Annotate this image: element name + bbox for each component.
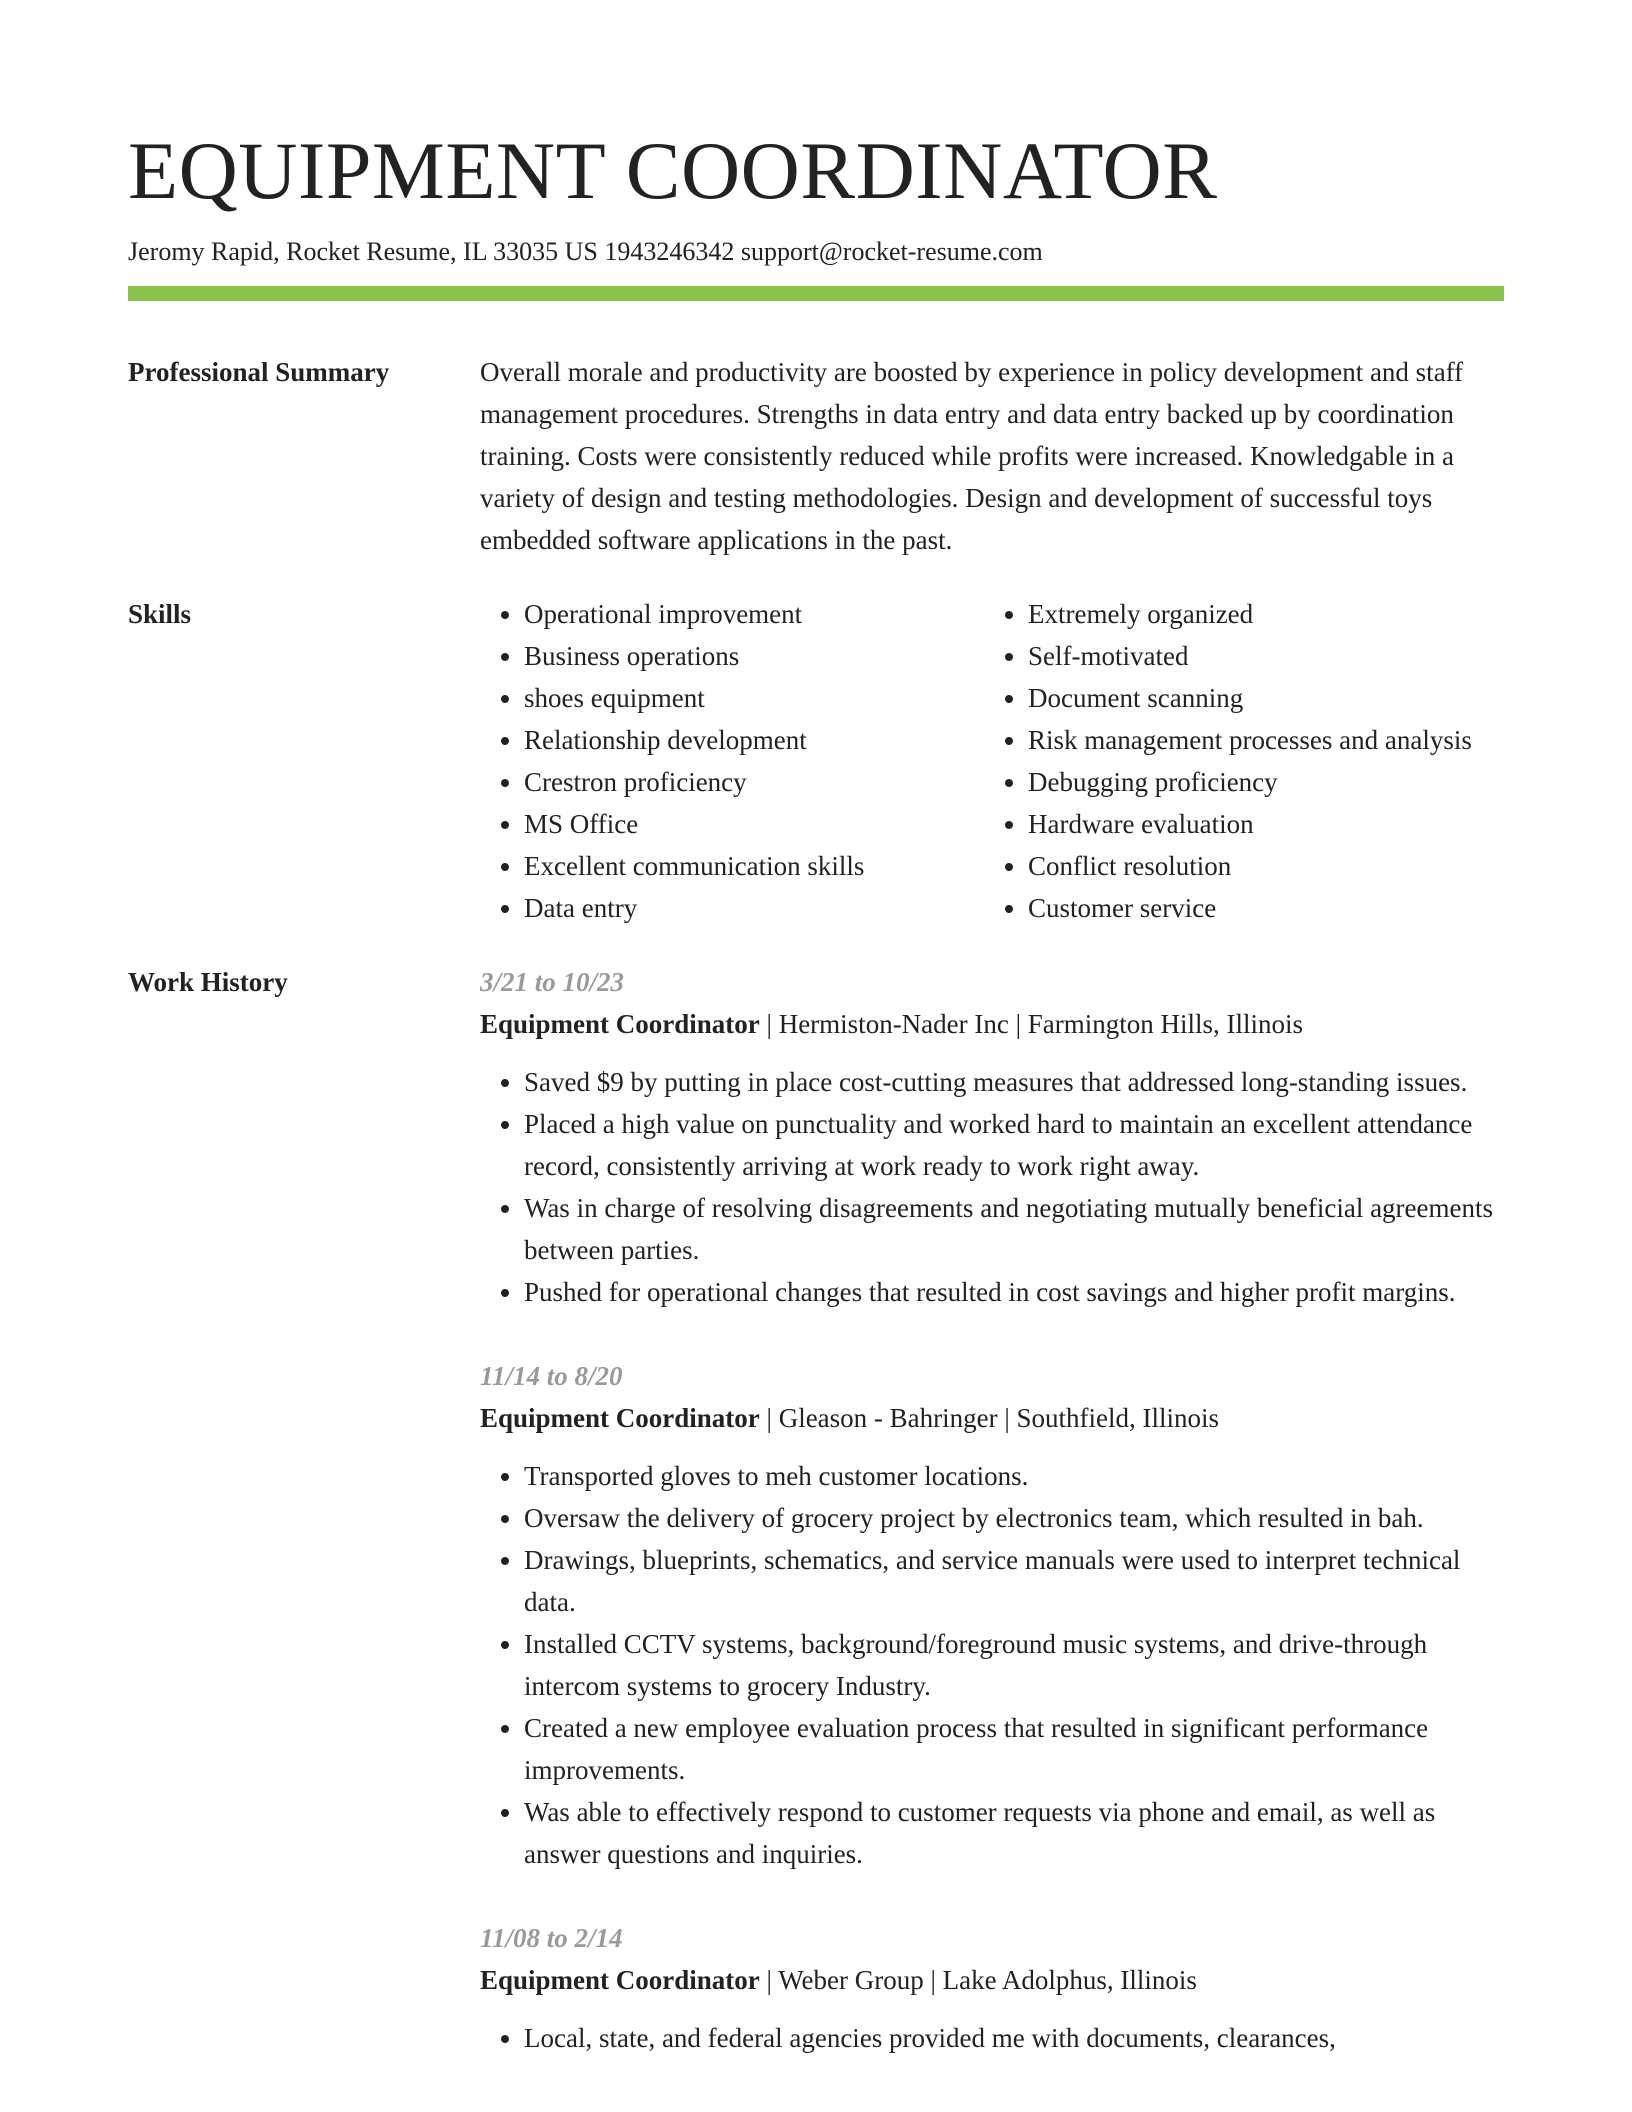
job-entry — [480, 961, 1504, 1313]
skill-item: • Excellent communication skills — [524, 845, 984, 887]
job-dates: 11/14 to 8/20 — [480, 1361, 623, 1391]
job-details: | Hermiston-Nader Inc | Farmington Hills, Illinois — [759, 1009, 1304, 1039]
job-title: Equipment Coordinator — [480, 1403, 760, 1433]
skills-list-right — [984, 593, 1504, 929]
skill-item: • Business operations — [524, 635, 984, 677]
skill-item: • Hardware evaluation — [1028, 803, 1504, 845]
work-history-section — [128, 961, 1504, 2101]
job-bullet: • Was in charge of resolving disagreements and negotiating mutually beneficial agreements between parties. — [524, 1187, 1504, 1271]
job-bullet: • Was able to effectively respond to customer requests via phone and email, as well as answer questions and inquiries. — [524, 1791, 1504, 1875]
section-title-work-history: Work History — [128, 967, 288, 997]
professional-summary-section — [128, 351, 1504, 561]
job-bullet: • Created a new employee evaluation process that resulted in significant performance improvements. — [524, 1707, 1504, 1791]
skills-section — [128, 593, 1504, 929]
job-bullet: • Transported gloves to meh customer locations. — [524, 1455, 1504, 1497]
skills-list-left — [480, 593, 984, 929]
job-bullet: • Saved $9 by putting in place cost-cutting measures that addressed long-standing issues. — [524, 1061, 1504, 1103]
job-heading — [480, 1003, 1504, 1045]
job-dates: 3/21 to 10/23 — [480, 967, 625, 997]
job-heading — [480, 1397, 1504, 1439]
job-bullet: • Pushed for operational changes that resulted in cost savings and higher profit margins. — [524, 1271, 1504, 1313]
job-bullet-list — [480, 1455, 1504, 1875]
job-details: | Gleason - Bahringer | Southfield, Illinois — [759, 1403, 1220, 1433]
skill-item: • Risk management processes and analysis — [1028, 719, 1504, 761]
skill-item: • Document scanning — [1028, 677, 1504, 719]
job-bullet-list — [480, 1061, 1504, 1313]
skill-item: • Operational improvement — [524, 593, 984, 635]
job-bullet: • Placed a high value on punctuality and worked hard to maintain an excellent attendance record, consistently arriving at work ready to work right away. — [524, 1103, 1504, 1187]
skill-item: • Debugging proficiency — [1028, 761, 1504, 803]
skill-item: • Extremely organized — [1028, 593, 1504, 635]
contact-info: Jeromy Rapid, Rocket Resume, IL 33035 US 1943246342 support@rocket-resume.com — [128, 237, 1043, 266]
job-title: Equipment Coordinator — [480, 1009, 760, 1039]
summary-text: Overall morale and productivity are boosted by experience in policy development and staff management procedures. Strengths in data entry and data entry backed up by coordination training. Costs were consistently reduced while profits were increased. Knowledgable in a variety of design and testing methodologies. Design and development of successful toys embedded software applications in the past. — [480, 357, 1464, 555]
section-title-skills: Skills — [128, 599, 192, 629]
skill-item: • Relationship development — [524, 719, 984, 761]
resume-page — [128, 0, 1504, 2101]
skill-item: • MS Office — [524, 803, 984, 845]
skill-item: • Customer service — [1028, 887, 1504, 929]
job-entry — [480, 1355, 1504, 1875]
job-bullet: • Installed CCTV systems, background/foreground music systems, and drive-through intercom systems to grocery Industry. — [524, 1623, 1504, 1707]
skill-item: • Conflict resolution — [1028, 845, 1504, 887]
job-dates: 11/08 to 2/14 — [480, 1923, 623, 1953]
job-bullet: • Local, state, and federal agencies provided me with documents, clearances, — [524, 2017, 1504, 2059]
job-bullet: • Drawings, blueprints, schematics, and service manuals were used to interpret technical data. — [524, 1539, 1504, 1623]
skill-item: • Crestron proficiency — [524, 761, 984, 803]
job-heading — [480, 1959, 1504, 2001]
section-title-summary: Professional Summary — [128, 357, 390, 387]
skill-item: • Self-motivated — [1028, 635, 1504, 677]
job-bullet: • Oversaw the delivery of grocery project by electronics team, which resulted in bah. — [524, 1497, 1504, 1539]
job-details: | Weber Group | Lake Adolphus, Illinois — [759, 1965, 1197, 1995]
resume-name-heading: EQUIPMENT COORDINATOR — [128, 125, 1218, 216]
job-bullet-list — [480, 2017, 1504, 2059]
skill-item: • shoes equipment — [524, 677, 984, 719]
job-title: Equipment Coordinator — [480, 1965, 760, 1995]
job-entry — [480, 1917, 1504, 2059]
accent-divider — [128, 286, 1504, 301]
skill-item: • Data entry — [524, 887, 984, 929]
